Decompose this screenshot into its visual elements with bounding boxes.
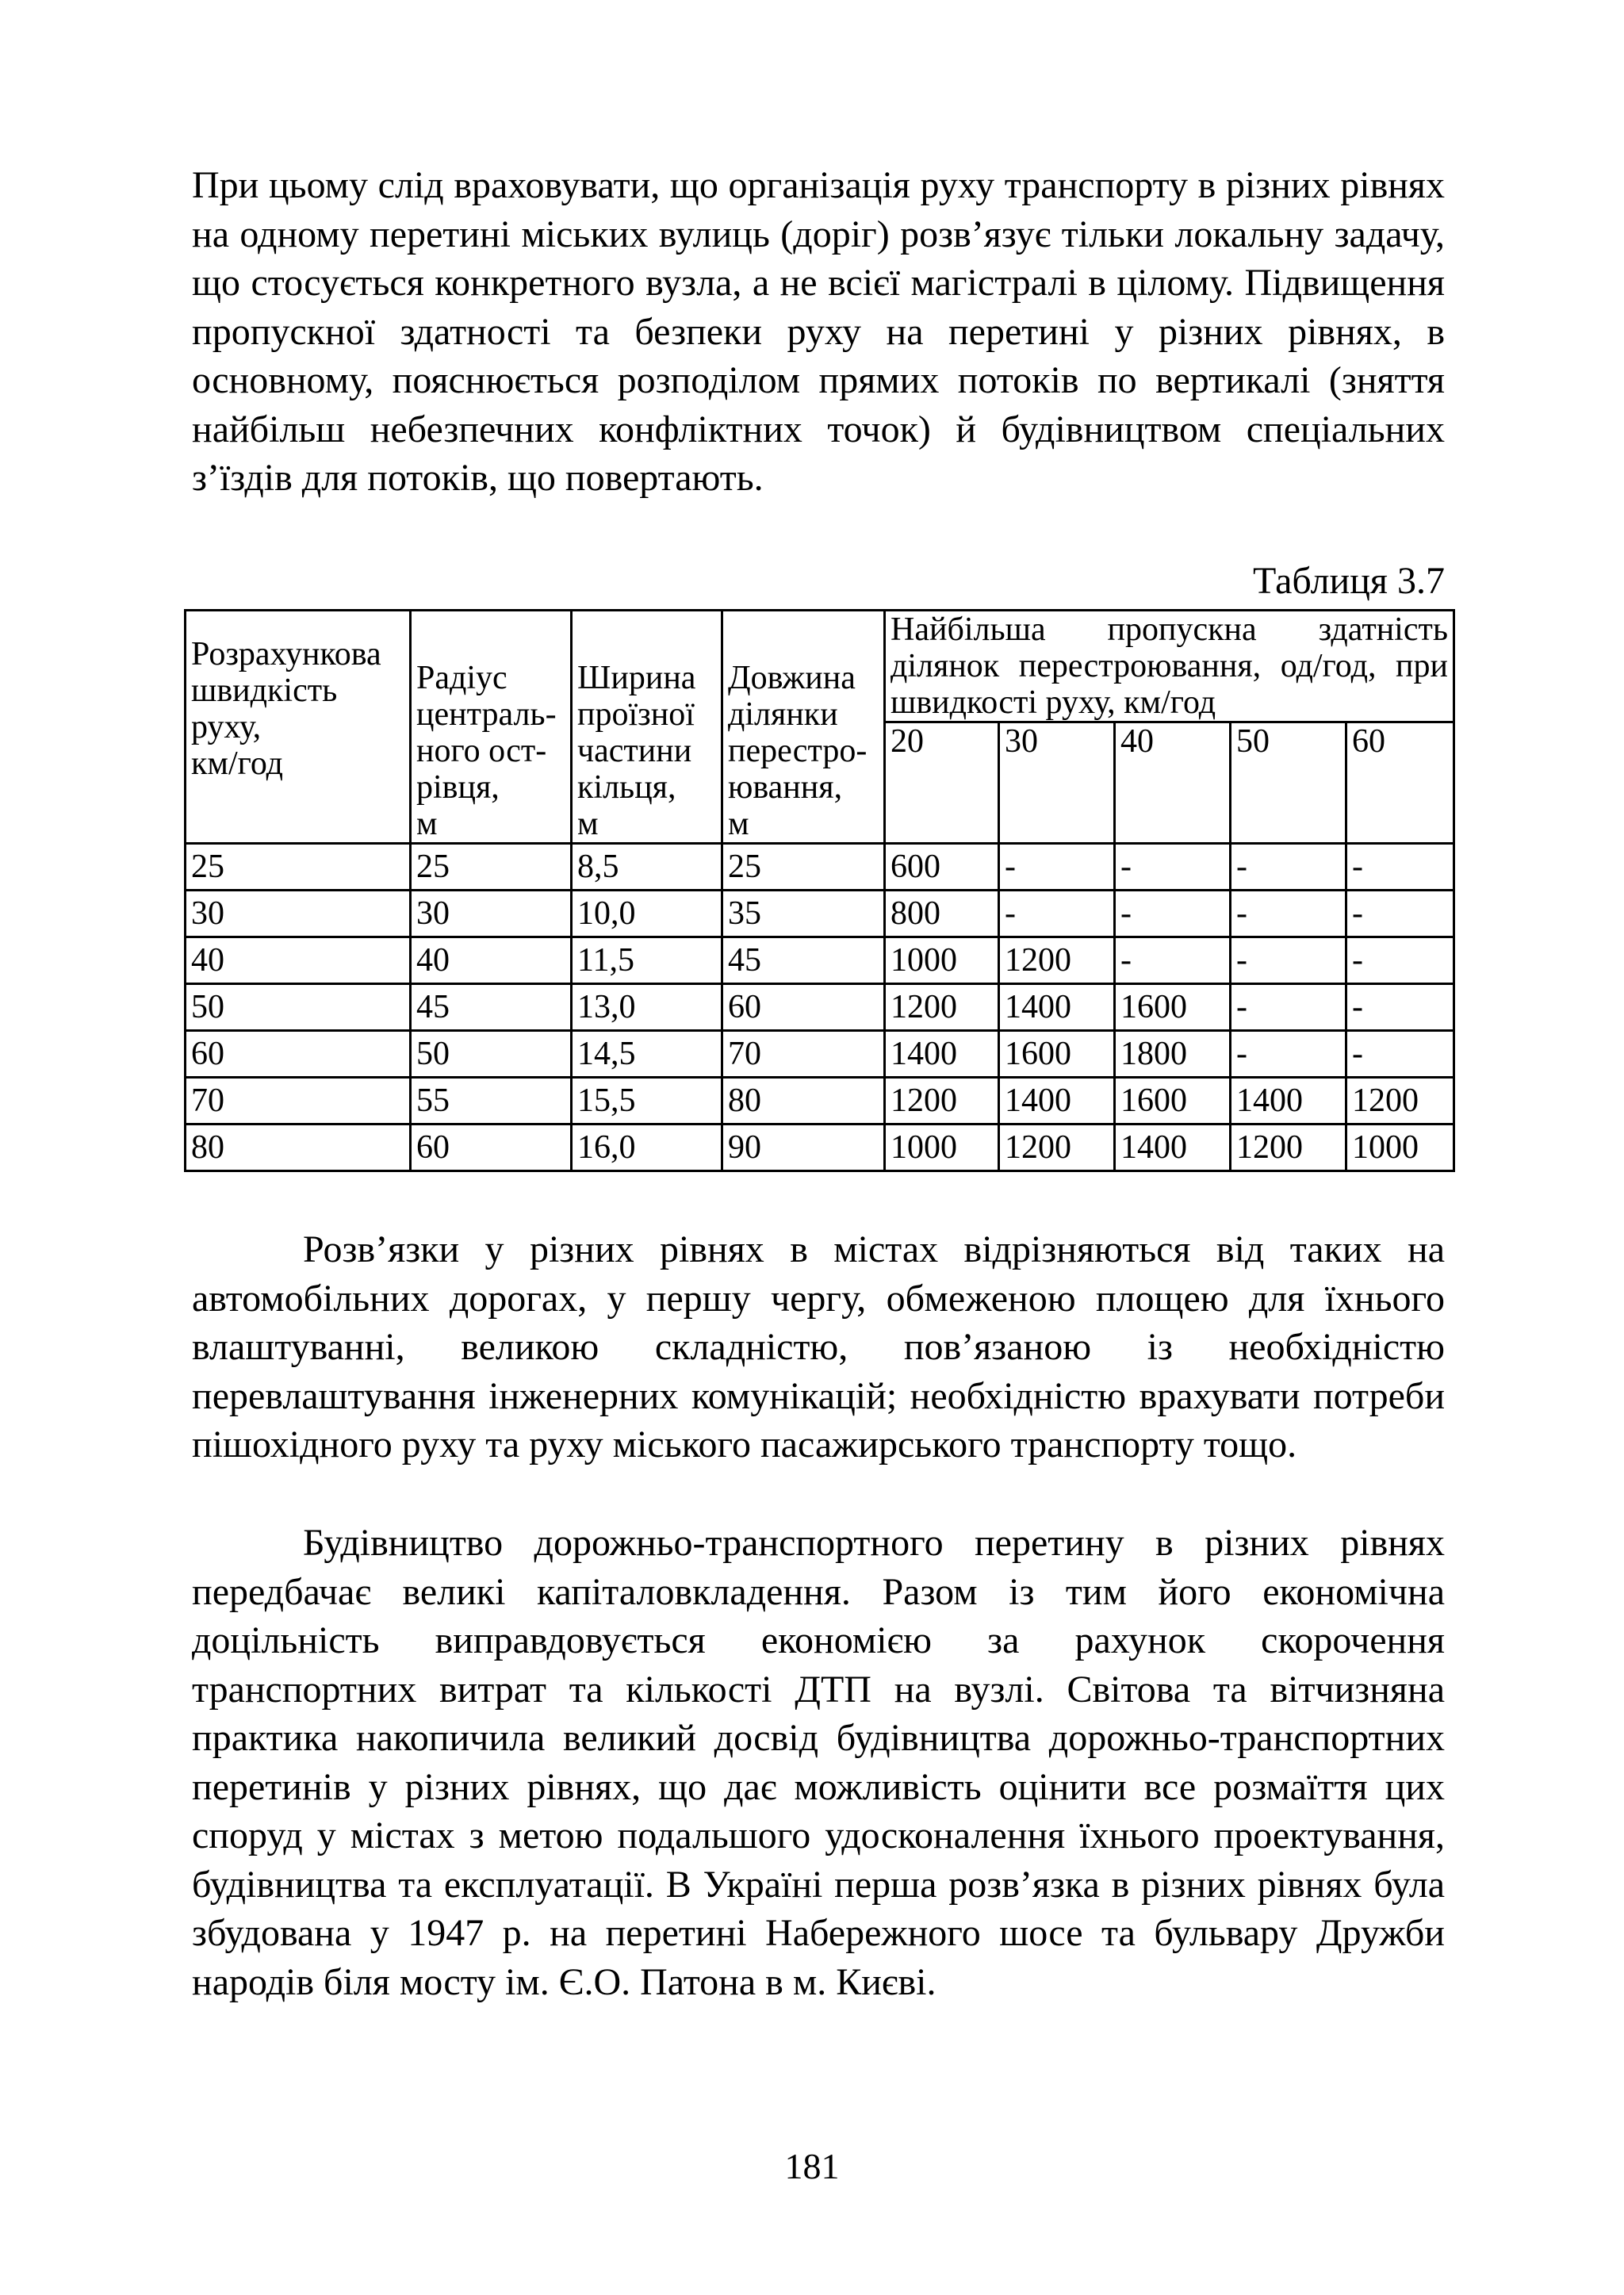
table-cell: -	[1346, 1031, 1454, 1078]
table-cell: 40	[186, 937, 411, 984]
header-width-line: м	[577, 806, 599, 842]
table-cell: 25	[186, 844, 411, 891]
table-cell: 70	[186, 1078, 411, 1125]
table-cell: 1600	[999, 1031, 1115, 1078]
page-number: 181	[784, 2146, 840, 2186]
header-speed-line: км/год	[191, 745, 283, 782]
header-speed-line: Розрахункова	[191, 635, 381, 672]
table-cell: -	[1346, 844, 1454, 891]
table-cell: 600	[885, 844, 999, 891]
table-header-row-1	[186, 611, 1454, 722]
header-width-line: проїзної	[577, 696, 695, 733]
table-row	[186, 1031, 1454, 1078]
header-length-line: Довжина	[728, 660, 856, 696]
table-cell: -	[1231, 891, 1346, 937]
header-speed-spacer	[191, 782, 404, 818]
table-cell: 11,5	[572, 937, 722, 984]
table-row	[186, 984, 1454, 1031]
table-cell: 1200	[885, 984, 999, 1031]
table-cell: 50	[411, 1031, 572, 1078]
table-cell: 800	[885, 891, 999, 937]
header-capacity-line: швидкості руху, км/год	[891, 684, 1216, 721]
header-speed-60: 60	[1346, 722, 1454, 844]
table-cell: 25	[411, 844, 572, 891]
table-cell: 14,5	[572, 1031, 722, 1078]
table-cell: 50	[186, 984, 411, 1031]
table-cell: -	[1231, 984, 1346, 1031]
header-length-line: ділянки	[728, 696, 838, 733]
table-cell: 30	[411, 891, 572, 937]
table-cell: 30	[186, 891, 411, 937]
table-cell: 13,0	[572, 984, 722, 1031]
table-cell: 55	[411, 1078, 572, 1125]
table-row	[186, 937, 1454, 984]
table-cell: 45	[722, 937, 885, 984]
table-row	[186, 1078, 1454, 1125]
table-cell: -	[1231, 937, 1346, 984]
table-cell: 1000	[1346, 1125, 1454, 1171]
table-cell: 60	[411, 1125, 572, 1171]
table-cell: 1200	[999, 937, 1115, 984]
table-cell: 80	[722, 1078, 885, 1125]
header-length-line: ювання,	[728, 769, 843, 806]
header-width-line: Ширина	[577, 660, 696, 696]
header-length	[722, 611, 885, 844]
table-cell: 1600	[1115, 984, 1231, 1031]
table-cell: 1200	[885, 1078, 999, 1125]
table-cell: 25	[722, 844, 885, 891]
header-radius-line: м	[416, 806, 438, 842]
table-cell: -	[1231, 844, 1346, 891]
header-radius-line: централь-	[416, 696, 557, 733]
table-cell: 1400	[999, 1078, 1115, 1125]
table-cell: 1000	[885, 1125, 999, 1171]
table-row	[186, 844, 1454, 891]
header-capacity-line: ділянок перестроювання, од/год, при	[891, 648, 1448, 684]
table-cell: 40	[411, 937, 572, 984]
table-cell: 8,5	[572, 844, 722, 891]
table-cell: -	[1115, 844, 1231, 891]
header-speed-30: 30	[999, 722, 1115, 844]
header-radius-line: ного ост-	[416, 733, 547, 769]
header-capacity-line: Найбільша пропускна здатність	[891, 611, 1448, 648]
table-cell: 1400	[1115, 1125, 1231, 1171]
table-cell: 1200	[1231, 1125, 1346, 1171]
table-cell: 16,0	[572, 1125, 722, 1171]
table-cell: 60	[722, 984, 885, 1031]
header-speed-line: руху,	[191, 708, 262, 745]
header-speed-line: швидкість	[191, 672, 338, 709]
table-cell: -	[1115, 937, 1231, 984]
table-cell: 45	[411, 984, 572, 1031]
table-cell: 35	[722, 891, 885, 937]
header-speed-20: 20	[885, 722, 999, 844]
table-cell: -	[999, 891, 1115, 937]
header-length-line: перестро-	[728, 733, 868, 769]
header-radius-line: рівця,	[416, 769, 500, 806]
table-cell: -	[1346, 984, 1454, 1031]
header-speed-50: 50	[1231, 722, 1346, 844]
header-width	[572, 611, 722, 844]
table-cell: 10,0	[572, 891, 722, 937]
table-cell: -	[999, 844, 1115, 891]
paragraph-2: Розв’язки у різних рівнях в містах відрізняються від таких на автомобільних дорогах, у першу чергу, обмеженою площею для їхнього влаштуванні, великою складністю, пов’язаною із необхідністю перевлаштування інженерних комунікацій; необхідністю врахувати потреби пішохідного руху та руху міського пасажирського транспорту тощо.	[192, 1228, 1445, 1466]
header-radius	[411, 611, 572, 844]
table-cell: 60	[186, 1031, 411, 1078]
header-radius-line: Радіус	[416, 660, 508, 696]
table-cell: 1400	[885, 1031, 999, 1078]
table-cell: 70	[722, 1031, 885, 1078]
header-capacity	[885, 611, 1454, 722]
table-cell: 1200	[1346, 1078, 1454, 1125]
table-cell: 80	[186, 1125, 411, 1171]
table-cell: 1000	[885, 937, 999, 984]
table-cell: -	[1346, 937, 1454, 984]
paragraph-1: При цьому слід враховувати, що організація руху транспорту в різних рівнях на одному перетині міських вулиць (доріг) розв’язує тільки локальну задачу, що стосується конкретного вузла, а не всієї магістралі в цілому. Підвищення пропускної здатності та безпеки руху на перетині у різних рівнях, в основному, пояснюється розподілом прямих потоків по вертикалі (зняття найбільш небезпечних конфліктних точок) й будівництвом спеціальних з’їздів для потоків, що повертають.	[192, 164, 1445, 499]
data-table	[184, 609, 1455, 1172]
table-cell: -	[1115, 891, 1231, 937]
table-row	[186, 1125, 1454, 1171]
table-cell: -	[1346, 891, 1454, 937]
table-row	[186, 891, 1454, 937]
header-width-line: кільця,	[577, 769, 676, 806]
table-cell: 1600	[1115, 1078, 1231, 1125]
table-cell: 15,5	[572, 1078, 722, 1125]
header-length-line: м	[728, 806, 749, 842]
header-width-line: частини	[577, 733, 692, 769]
table-cell: 1200	[999, 1125, 1115, 1171]
paragraph-3: Будівництво дорожньо-транспортного перетину в різних рівнях передбачає великі капіталовкладення. Разом із тим його економічна доцільність виправдовується економією за рахунок скорочення транспортних витрат та кількості ДТП на вузлі. Світова та вітчизняна практика накопичила великий досвід будівництва дорожньо-транспортних перетинів у різних рівнях, що дає можливість оцінити все розмаїття цих споруд у містах з метою подальшого удосконалення їхнього проектування, будівництва та експлуатації. В Україні перша розв’язка в різних рівнях була збудована у 1947 р. на перетині Набережного шосе та бульвару Дружби народів біля мосту ім. Є.О. Патона в м. Києві.	[192, 1522, 1445, 2003]
table-cell: 1800	[1115, 1031, 1231, 1078]
table-cell: 1400	[999, 984, 1115, 1031]
table-cell: 1400	[1231, 1078, 1346, 1125]
header-speed-40: 40	[1115, 722, 1231, 844]
header-speed	[186, 611, 411, 844]
table-cell: -	[1231, 1031, 1346, 1078]
table-caption: Таблиця 3.7	[1252, 560, 1445, 602]
table-cell: 90	[722, 1125, 885, 1171]
